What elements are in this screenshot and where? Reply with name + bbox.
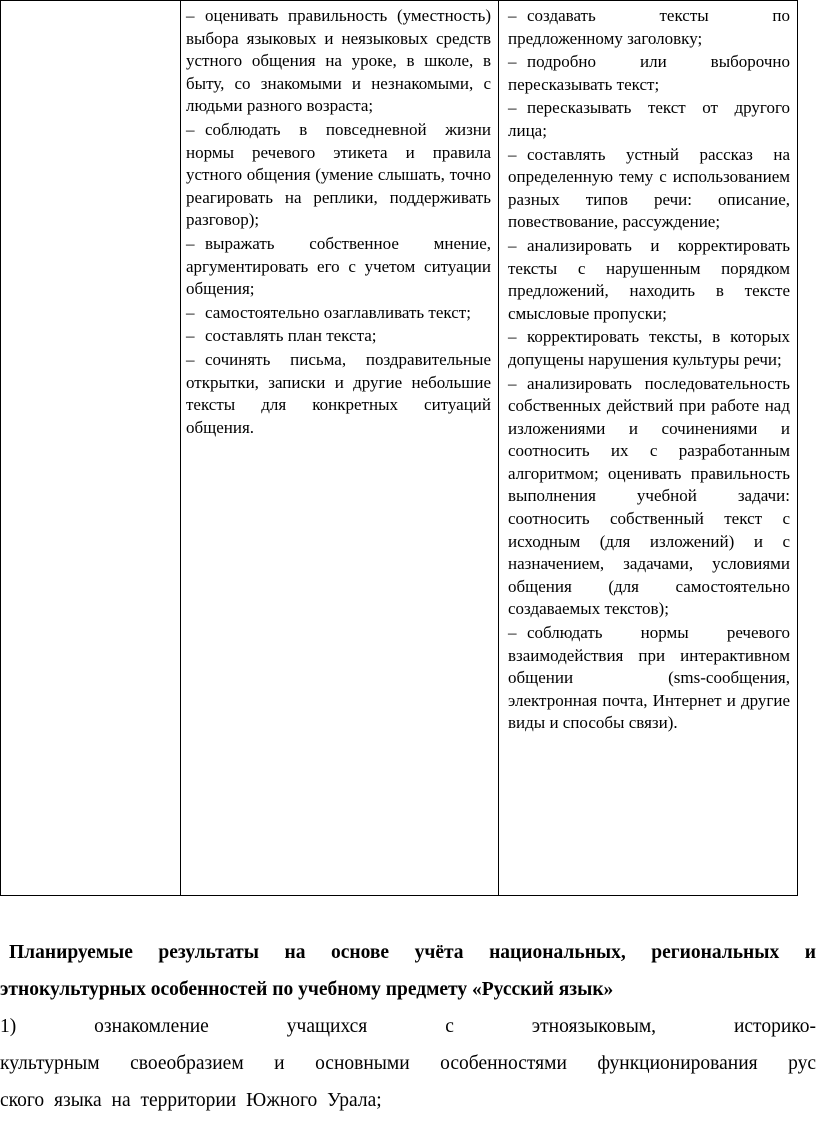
dash-marker: – bbox=[508, 235, 517, 255]
list-item: – выражать собственное мнение, аргументировать его с учетом ситуации общения; bbox=[186, 233, 491, 299]
dash-marker: – bbox=[186, 326, 195, 346]
list-item: – составлять устный рассказ на определенную тему с использованием разных типов речи: описание, повествование, рассуждение; bbox=[508, 144, 790, 232]
list-item: – пересказывать текст от другого лица; bbox=[508, 98, 790, 140]
list-item: – сочинять письма, поздравительные открытки, записки и другие небольшие тексты для конкретных ситуаций общения. bbox=[186, 349, 491, 437]
list-item: – соблюдать в повседневной жизни нормы речевого этикета и правила устного общения (умение слышать, точно реагировать на реплики, поддерживать разговор); bbox=[186, 119, 491, 230]
list-item: – самостоятельно озаглавливать текст; bbox=[186, 302, 491, 325]
paragraph-line: 1) ознакомление учащихся с этноязыковым, историко- bbox=[0, 1016, 816, 1037]
list-item: – корректировать тексты, в которых допущены нарушения культуры речи; bbox=[508, 327, 790, 369]
section-heading: Планируемые результаты на основе учёта национальных, региональных и этнокультурных особенностей по учебному предмету «Русский язык» bbox=[0, 942, 816, 1000]
table-column-3 bbox=[508, 5, 790, 736]
paragraph-line: культурным своеобразием и основными особенностями функционирования рус bbox=[0, 1053, 816, 1074]
table-divider-2 bbox=[498, 1, 499, 895]
list-item: – создавать тексты по предложенному заголовку; bbox=[508, 6, 790, 48]
dash-marker: – bbox=[508, 623, 517, 643]
dash-marker: – bbox=[186, 119, 195, 139]
dash-marker: – bbox=[508, 144, 517, 164]
dash-marker: – bbox=[508, 6, 517, 25]
list-item: – оценивать правильность (уместность) выбора языковых и неязыковых средств устного общения на уроке, в школе, в быту, со знакомыми и незнакомыми, с людьми разного возраста; bbox=[186, 6, 491, 116]
body-paragraph bbox=[0, 1008, 816, 1119]
list-item: – соблюдать нормы речевого взаимодействия при интерактивном общении (sms-сообщения, электронная почта, Интернет и другие виды и способы связи). bbox=[508, 623, 790, 733]
list-item: – подробно или выборочно пересказывать текст; bbox=[508, 52, 790, 94]
dash-marker: – bbox=[508, 98, 517, 118]
dash-marker: – bbox=[508, 327, 517, 347]
dash-marker: – bbox=[186, 349, 195, 369]
dash-marker: – bbox=[186, 6, 195, 25]
dash-marker: – bbox=[508, 52, 517, 72]
list-item: – анализировать последовательность собственных действий при работе над изложениями и сочинениями и соотносить их с разработанным алгоритмом; оценивать правильность выполнения учебной задачи: соотносить собственный текст с исходным (для изложений) и с назначением, задачами, условиями общения (для самостоятельно создаваемых текстов); bbox=[508, 373, 790, 619]
table-divider-1 bbox=[180, 1, 181, 895]
list-item: – анализировать и корректировать тексты с нарушенным порядком предложений, находить в тексте смысловые пропуски; bbox=[508, 235, 790, 323]
table-column-2 bbox=[186, 5, 491, 440]
dash-marker: – bbox=[508, 373, 517, 393]
paragraph-line: ского языка на территории Южного Урала; bbox=[0, 1090, 382, 1111]
dash-marker: – bbox=[186, 302, 195, 322]
dash-marker: – bbox=[186, 233, 195, 253]
list-item: – составлять план текста; bbox=[186, 325, 491, 348]
